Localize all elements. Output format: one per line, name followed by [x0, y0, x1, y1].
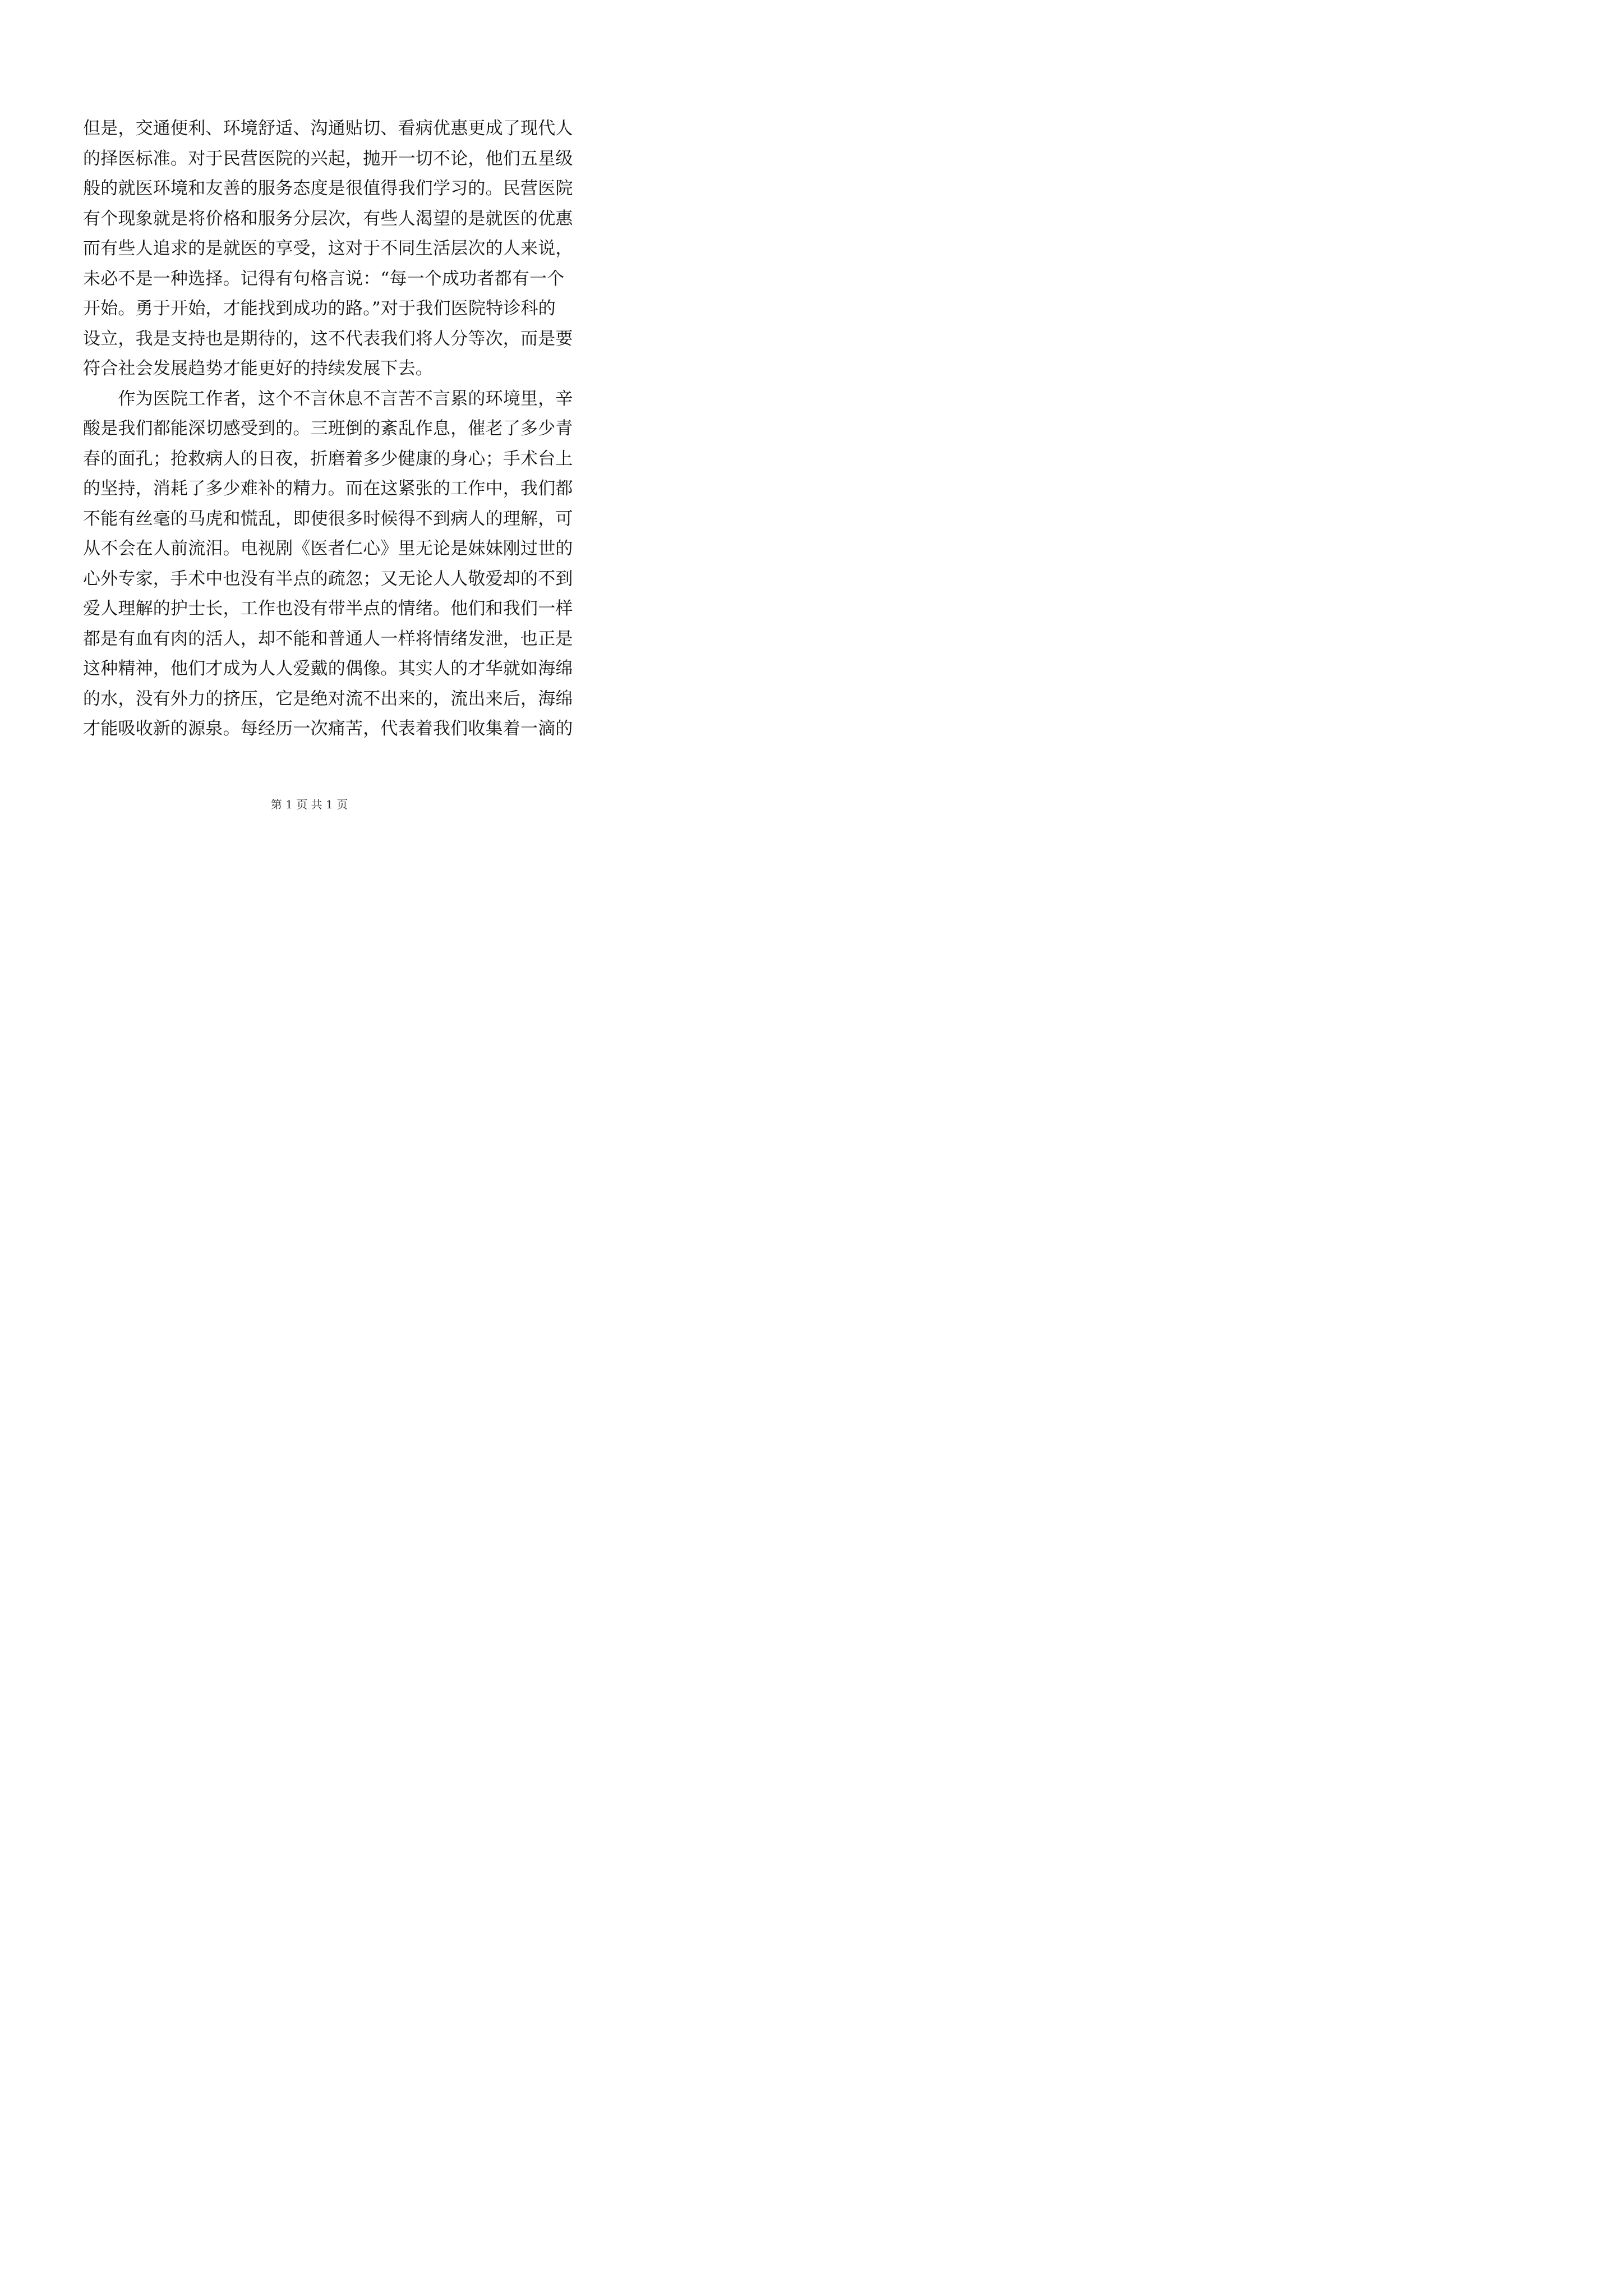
- body-text: [83, 114, 573, 744]
- text-line: 的坚持，消耗了多少难补的精力。而在这紧张的工作中，我们都: [83, 478, 573, 499]
- text-line: 才能吸收新的源泉。每经历一次痛苦，代表着我们收集着一滴的: [83, 719, 573, 739]
- text-line: 未必不是一种选择。记得有句格言说：“每一个成功者都有一个: [83, 268, 565, 289]
- text-line: 设立，我是支持也是期待的，这不代表我们将人分等次，而是要: [83, 328, 573, 349]
- text-line: 有个现象就是将价格和服务分层次，有些人渴望的是就医的优惠: [83, 208, 573, 229]
- document-page: [0, 0, 619, 875]
- text-line: 作为医院工作者，这个不言休息不言苦不言累的环境里，辛: [83, 388, 573, 409]
- text-line: 不能有丝毫的马虎和慌乱，即使很多时候得不到病人的理解，可: [83, 508, 573, 529]
- text-line: 但是，交通便利、环境舒适、沟通贴切、看病优惠更成了现代人: [83, 118, 573, 139]
- text-line: 符合社会发展趋势才能更好的持续发展下去。: [83, 358, 433, 379]
- text-line: 爱人理解的护士长，工作也没有带半点的情绪。他们和我们一样: [83, 599, 573, 619]
- text-line: 从不会在人前流泪。电视剧《医者仁心》里无论是妹妹刚过世的: [83, 539, 573, 559]
- text-line: 般的就医环境和友善的服务态度是很值得我们学习的。民营医院: [83, 178, 573, 199]
- text-line: 的水，没有外力的挤压，它是绝对流不出来的，流出来后，海绵: [83, 688, 573, 709]
- text-line: 春的面孔；抢救病人的日夜，折磨着多少健康的身心；手术台上: [83, 448, 573, 469]
- text-line: 的择医标准。对于民营医院的兴起，抛开一切不论，他们五星级: [83, 148, 573, 169]
- page-footer: 第 1 页 共 1 页: [270, 798, 348, 811]
- text-line: 都是有血有肉的活人，却不能和普通人一样将情绪发泄，也正是: [83, 628, 573, 649]
- text-line: 开始。勇于开始，才能找到成功的路。”对于我们医院特诊科的: [83, 298, 556, 319]
- text-line: 这种精神，他们才成为人人爱戴的偶像。其实人的才华就如海绵: [83, 659, 573, 679]
- text-line: 心外专家，手术中也没有半点的疏忽；又无论人人敬爱却的不到: [83, 568, 573, 589]
- text-line: 而有些人追求的是就医的享受，这对于不同生活层次的人来说，: [83, 238, 573, 259]
- text-line: 酸是我们都能深切感受到的。三班倒的紊乱作息，催老了多少青: [83, 418, 573, 439]
